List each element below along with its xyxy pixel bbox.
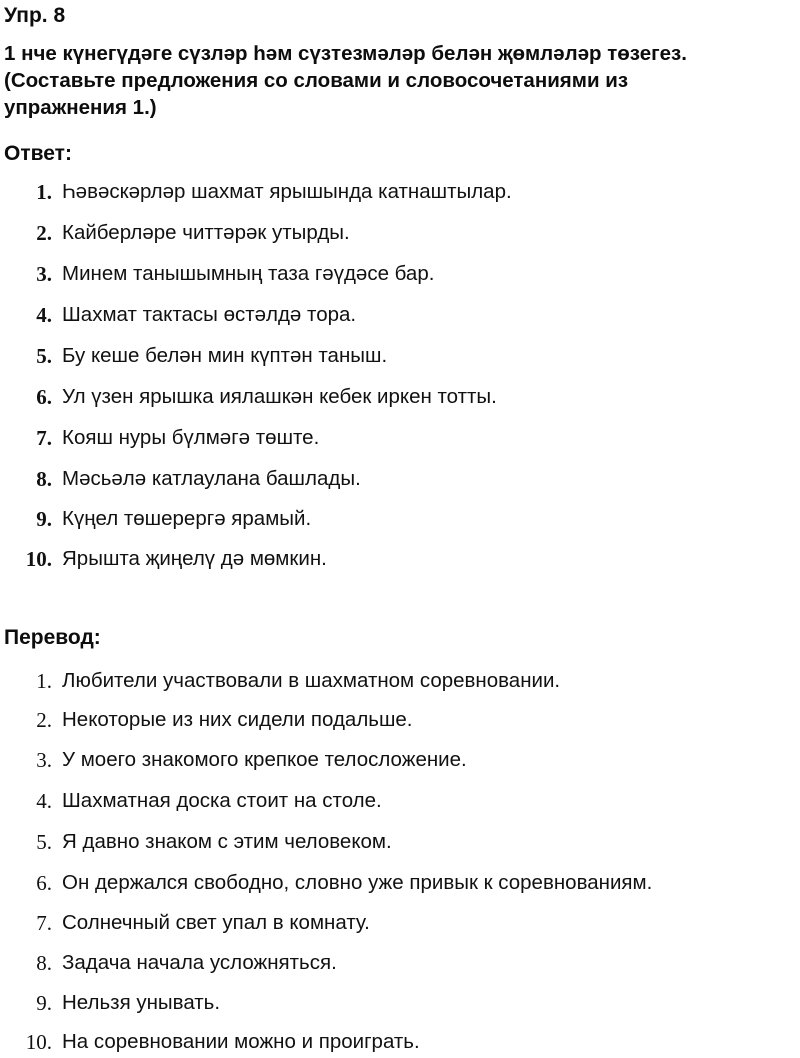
translation-item [0, 868, 800, 898]
translation-item [0, 1027, 800, 1057]
answer-item-number: 4. [36, 303, 52, 327]
translation-item [0, 988, 800, 1018]
translation-item-number: 6. [36, 871, 52, 895]
answer-item-number: 9. [36, 507, 52, 531]
translation-item-number: 10. [25, 1030, 52, 1054]
translation-item-number: 7. [36, 911, 52, 935]
translation-item-number: 2. [36, 708, 52, 732]
translation-item-text: На соревновании можно и проиграть. [62, 1030, 420, 1053]
answer-item [0, 423, 800, 453]
task-line-russian-2: упражнения 1.) [4, 96, 157, 119]
translation-item-text: Солнечный свет упал в комнату. [62, 911, 370, 934]
translation-item [0, 827, 800, 857]
answer-item [0, 259, 800, 289]
answer-item-text: Минем танышымның таза гәүдәсе бар. [62, 262, 435, 285]
answer-item-number: 7. [36, 426, 52, 450]
answer-item-number: 8. [36, 467, 52, 491]
answer-item [0, 544, 800, 574]
answer-item-number: 1. [36, 180, 52, 204]
translation-item-number: 9. [36, 991, 52, 1015]
answer-item [0, 218, 800, 248]
translation-item-text: Любители участвовали в шахматном соревновании. [62, 669, 561, 692]
answer-item-number: 2. [36, 221, 52, 245]
answer-item [0, 382, 800, 412]
translation-item-number: 1. [36, 669, 52, 693]
task-line-russian-1: (Составьте предложения со словами и словосочетаниями из [4, 69, 629, 92]
translation-item-text: Некоторые из них сидели подальше. [62, 708, 413, 731]
answer-item-number: 10. [25, 547, 52, 571]
translation-item [0, 786, 800, 816]
answer-item-number: 3. [36, 262, 52, 286]
answer-item-text: Шахмат тактасы өстәлдә тора. [62, 303, 357, 326]
answer-item [0, 177, 800, 207]
translation-item-text: Задача начала усложняться. [62, 951, 337, 974]
translation-item [0, 666, 800, 696]
answer-item-text: Кайберләре читтәрәк утырды. [62, 221, 350, 244]
answer-item-text: Ярышта җиңелү дә мөмкин. [62, 547, 327, 570]
translation-item-text: Он держался свободно, словно уже привык к соревнованиям. [62, 871, 653, 894]
answer-item [0, 300, 800, 330]
answer-item [0, 341, 800, 371]
translation-item-text: Шахматная доска стоит на столе. [62, 789, 382, 812]
translation-item [0, 745, 800, 775]
answer-item-text: Бу кеше белән мин күптән таныш. [62, 344, 388, 367]
translation-item-text: Нельзя унывать. [62, 991, 221, 1014]
translation-item-number: 5. [36, 830, 52, 854]
answer-item-text: Мәсьәлә катлаулана башлады. [62, 467, 361, 490]
exercise-title: Упр. 8 [4, 4, 66, 27]
translation-item [0, 705, 800, 735]
task-line-tatar: 1 нче күнегүдәге сүзләр һәм сүзтезмәләр белән җөмләләр төзегез. [4, 42, 687, 65]
answer-item-text: Һәвәскәрләр шахмат ярышында катнаштылар. [62, 180, 512, 203]
answer-heading: Ответ: [4, 142, 72, 165]
translation-item [0, 948, 800, 978]
translation-item-text: Я давно знаком с этим человеком. [62, 830, 392, 853]
translation-item-text: У моего знакомого крепкое телосложение. [62, 748, 467, 771]
translation-item-number: 8. [36, 951, 52, 975]
answer-item-number: 6. [36, 385, 52, 409]
translation-item-number: 4. [36, 789, 52, 813]
answer-item-number: 5. [36, 344, 52, 368]
translation-item-number: 3. [36, 748, 52, 772]
answer-item-text: Ул үзен ярышка иялашкән кебек иркен тотты. [62, 385, 497, 408]
answer-item-text: Кояш нуры бүлмәгә төште. [62, 426, 320, 449]
translation-heading: Перевод: [4, 626, 101, 649]
answer-item [0, 464, 800, 494]
answer-item [0, 504, 800, 534]
translation-item [0, 908, 800, 938]
answer-item-text: Күңел төшерергә ярамый. [62, 507, 312, 530]
